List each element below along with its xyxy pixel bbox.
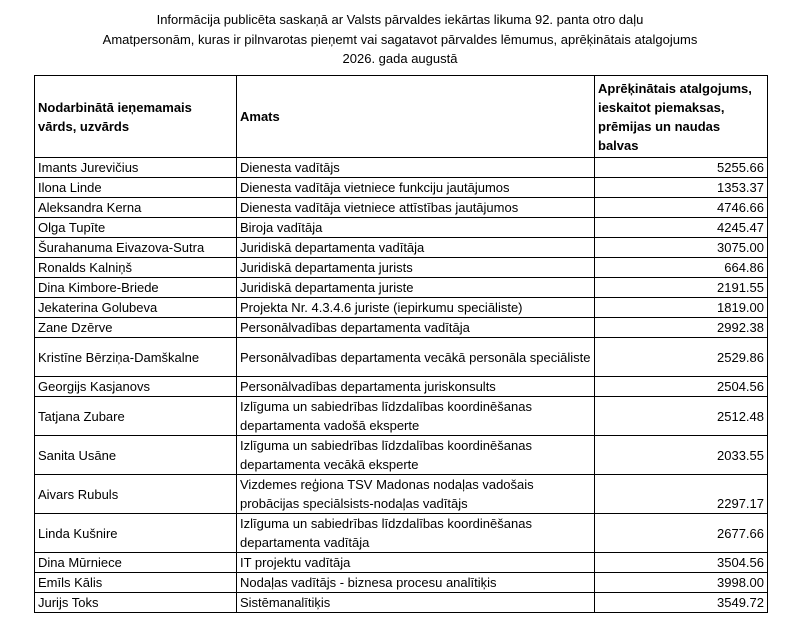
table-row — [35, 338, 768, 377]
table-row — [35, 298, 768, 318]
cell-name: Dina Kimbore-Briede — [35, 278, 237, 298]
cell-salary: 2512.48 — [595, 397, 768, 436]
cell-position: Izlīguma un sabiedrības līdzdalības koordinēšanas departamenta vecākā eksperte — [237, 436, 595, 475]
cell-name: Jekaterina Golubeva — [35, 298, 237, 318]
cell-position: IT projektu vadītāja — [237, 553, 595, 573]
cell-salary: 3504.56 — [595, 553, 768, 573]
cell-position: Personālvadības departamenta juriskonsults — [237, 377, 595, 397]
cell-salary: 2992.38 — [595, 318, 768, 338]
cell-salary: 2529.86 — [595, 338, 768, 377]
cell-position: Biroja vadītāja — [237, 218, 595, 238]
cell-position: Projekta Nr. 4.3.4.6 juriste (iepirkumu speciāliste) — [237, 298, 595, 318]
table-row — [35, 397, 768, 436]
header-salary: Aprēķinātais atalgojums, ieskaitot piemaksas, prēmijas un naudas balvas — [595, 76, 768, 158]
cell-salary: 2191.55 — [595, 278, 768, 298]
cell-salary: 3998.00 — [595, 573, 768, 593]
salary-table — [34, 75, 768, 613]
cell-name: Zane Dzērve — [35, 318, 237, 338]
header-name: Nodarbinātā ieņemamais vārds, uzvārds — [35, 76, 237, 158]
table-row — [35, 278, 768, 298]
table-row — [35, 318, 768, 338]
cell-position: Vizdemes reģiona TSV Madonas nodaļas vadošais probācijas speciālsists-nodaļas vadītājs — [237, 475, 595, 514]
cell-salary: 2297.17 — [595, 475, 768, 514]
cell-salary: 5255.66 — [595, 158, 768, 178]
cell-salary: 2677.66 — [595, 514, 768, 553]
table-row — [35, 573, 768, 593]
table-row — [35, 178, 768, 198]
table-row — [35, 218, 768, 238]
cell-name: Sanita Usāne — [35, 436, 237, 475]
table-row — [35, 514, 768, 553]
header-line-1: Informācija publicēta saskaņā ar Valsts pārvaldes iekārtas likuma 92. panta otro daļu — [156, 12, 644, 27]
header-line-2: Amatpersonām, kuras ir pilnvarotas pieņemt vai sagatavot pārvaldes lēmumus, aprēķinātais atalgojums — [102, 31, 698, 47]
cell-name: Ronalds Kalniņš — [35, 258, 237, 278]
cell-name: Ilona Linde — [35, 178, 237, 198]
cell-position: Dienesta vadītāja vietniece attīstības jautājumos — [237, 198, 595, 218]
cell-salary: 2033.55 — [595, 436, 768, 475]
cell-salary: 3075.00 — [595, 238, 768, 258]
table-row — [35, 436, 768, 475]
cell-name: Šurahanuma Eivazova-Sutra — [35, 238, 237, 258]
cell-position: Dienesta vadītāja vietniece funkciju jautājumos — [237, 178, 595, 198]
cell-salary: 2504.56 — [595, 377, 768, 397]
cell-salary: 4746.66 — [595, 198, 768, 218]
cell-name: Georgijs Kasjanovs — [35, 377, 237, 397]
table-row — [35, 377, 768, 397]
table-row — [35, 593, 768, 613]
cell-position: Juridiskā departamenta vadītāja — [237, 238, 595, 258]
cell-name: Olga Tupīte — [35, 218, 237, 238]
cell-name: Kristīne Bērziņa-Damškalne — [35, 338, 237, 377]
cell-position: Personālvadības departamenta vadītāja — [237, 318, 595, 338]
table-row — [35, 475, 768, 514]
cell-position: Personālvadības departamenta vecākā personāla speciāliste — [237, 338, 595, 377]
cell-position: Dienesta vadītājs — [237, 158, 595, 178]
cell-salary: 1819.00 — [595, 298, 768, 318]
cell-position: Juridiskā departamenta juriste — [237, 278, 595, 298]
cell-name: Aleksandra Kerna — [35, 198, 237, 218]
cell-name: Linda Kušnire — [35, 514, 237, 553]
cell-name: Imants Jurevičius — [35, 158, 237, 178]
table-row — [35, 553, 768, 573]
table-row — [35, 198, 768, 218]
cell-position: Izlīguma un sabiedrības līdzdalības koordinēšanas departamenta vadošā eksperte — [237, 397, 595, 436]
cell-name: Aivars Rubuls — [35, 475, 237, 514]
document-header — [0, 10, 800, 69]
cell-name: Jurijs Toks — [35, 593, 237, 613]
table-row — [35, 258, 768, 278]
cell-salary: 4245.47 — [595, 218, 768, 238]
cell-salary: 1353.37 — [595, 178, 768, 198]
cell-name: Emīls Kālis — [35, 573, 237, 593]
cell-position: Nodaļas vadītājs - biznesa procesu analītiķis — [237, 573, 595, 593]
cell-position: Izlīguma un sabiedrības līdzdalības koordinēšanas departamenta vadītāja — [237, 514, 595, 553]
table-row — [35, 158, 768, 178]
header-position: Amats — [237, 76, 595, 158]
table-header-row — [35, 76, 768, 158]
cell-name: Dina Mūrniece — [35, 553, 237, 573]
cell-salary: 664.86 — [595, 258, 768, 278]
cell-position: Sistēmanalītiķis — [237, 593, 595, 613]
header-line-3: 2026. gada augustā — [342, 51, 458, 66]
cell-name: Tatjana Zubare — [35, 397, 237, 436]
cell-salary: 3549.72 — [595, 593, 768, 613]
cell-position: Juridiskā departamenta jurists — [237, 258, 595, 278]
table-row — [35, 238, 768, 258]
